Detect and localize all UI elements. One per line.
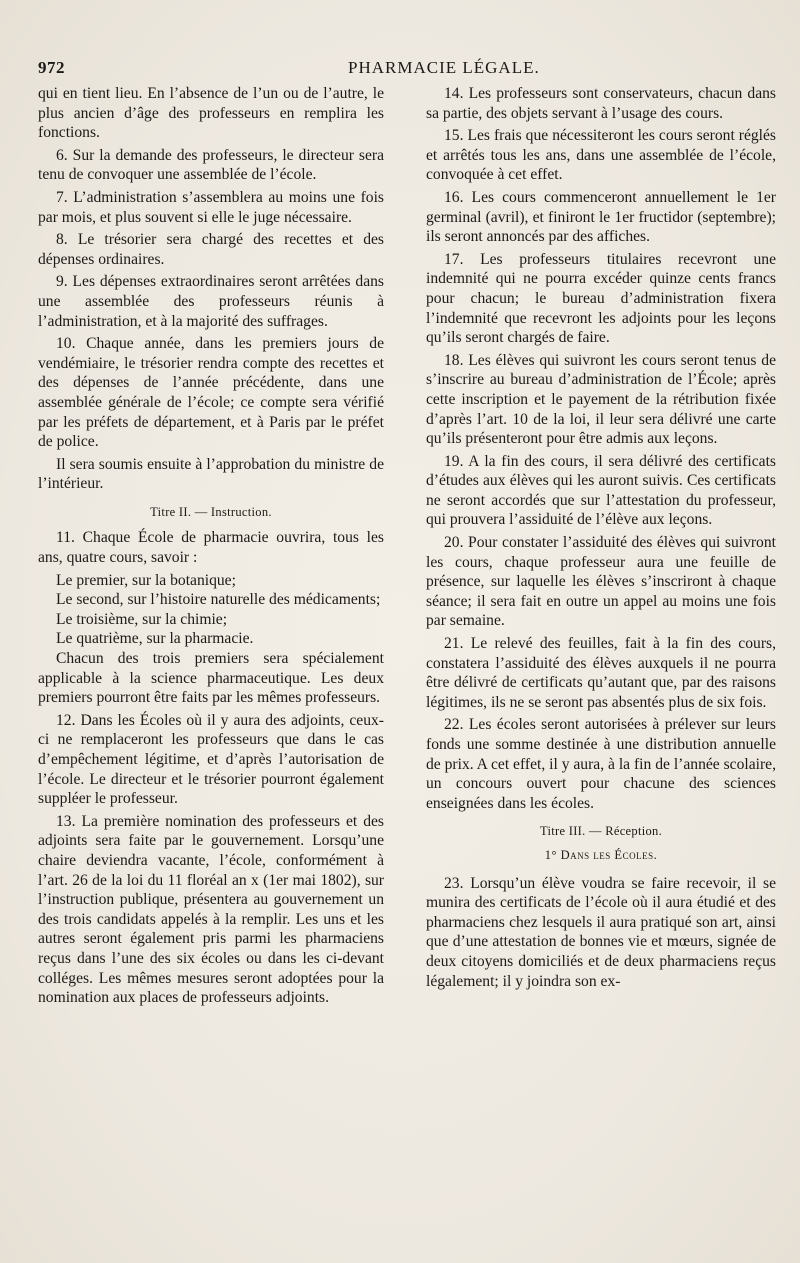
list-item: Le quatrième, sur la pharmacie. xyxy=(56,630,254,648)
paragraph: 19. A la fin des cours, il sera délivré des certificats d’études aux élèves qui les auront suivis. Ces certificats ne seront accordés que sur l’attestation du professeur, qui prouvera l’assiduité de l’élève aux leçons. xyxy=(426,452,776,529)
paragraph: 9. Les dépenses extraordinaires seront arrêtées dans une assemblée des professeurs réunis à l’administration, et à la majorité des suffrages. xyxy=(38,273,384,330)
text-columns xyxy=(38,84,778,1254)
paragraph: 21. Le relevé des feuilles, fait à la fin des cours, constatera l’assiduité des élèves auxquels il ne pourra être délivré de certificats qu’autant que, par des raisons légitimes, ils ne se seront pas absentés plus de six fois. xyxy=(426,635,776,711)
paragraph: 16. Les cours commenceront annuellement le 1er germinal (avril), et finiront le 1er fructidor (septembre); ils seront annoncés par des affiches. xyxy=(426,188,776,246)
paragraph: 8. Le trésorier sera chargé des recettes et des dépenses ordinaires. xyxy=(38,231,384,268)
paragraph: 15. Les frais que nécessiteront les cours seront réglés et arrêtés tous les ans, dans une assemblée de l’école, convoquée à cet effet. xyxy=(426,127,776,184)
section-title: Titre II. — Instruction. xyxy=(150,504,272,519)
page-number: 972 xyxy=(38,58,65,77)
paragraph: 10. Chaque année, dans les premiers jours de vendémiaire, le trésorier rendra compte des recettes et des dépenses de l’année précédente, dans une assemblée générale de l’école; ce compte sera vérifié par les préfets de département, et à Paris par le préfet de police. xyxy=(38,335,384,451)
page-header xyxy=(38,58,770,82)
paragraph: 6. Sur la demande des professeurs, le directeur sera tenu de convoquer une assemblée de l’école. xyxy=(38,146,384,184)
paragraph: Chacun des trois premiers sera spécialement applicable à la science pharmaceutique. Les deux premiers pourront être faits par les mêmes professeurs. xyxy=(38,650,384,707)
list-item: Le troisième, sur la chimie; xyxy=(56,610,228,628)
paragraph: 13. La première nomination des professeurs et des adjoints sera faite par le gouvernement. Lorsqu’une chaire deviendra vacante, l’école, conformément à l’art. 26 de la loi du 11 floréal an x (1er mai 1802), sur l’instruction publique, présentera au gouvernement un des trois candidats appelés à la remplir. Les uns et les autres seront également pris parmi les pharmaciens reçus dans l’une des six écoles ou dans les ci-devant colléges. Les mêmes mesures seront adoptées pour la nomination aux places de professeurs adjoints. xyxy=(38,812,384,1007)
left-column xyxy=(38,84,384,1011)
paragraph: 22. Les écoles seront autorisées à prélever sur leurs fonds une somme destinée à une distribution annuelle de prix. A cet effet, il y aura, à la fin de l’année scolaire, un concours ouvert pour chacune des sciences enseignées dans les écoles. xyxy=(426,716,776,812)
paragraph: 17. Les professeurs titulaires recevront une indemnité qui ne pourra excéder quinze cents francs pour chacun; le bureau d’administration fixera l’indemnité que recevront les adjoints pour les leçons qu’ils seront chargés de faire. xyxy=(426,250,776,347)
paragraph: 20. Pour constater l’assiduité des élèves qui suivront les cours, chaque professeur aura une feuille de présence, sur laquelle les élèves s’inscriront à chaque séance; il sera fait en outre un appel au moins une fois par semaine. xyxy=(426,534,776,630)
running-title: PHARMACIE LÉGALE. xyxy=(348,58,540,77)
paragraph: 23. Lorsqu’un élève voudra se faire recevoir, il se munira des certificats de l’école où il aura étudié et des pharmaciens chez lesquels il aura pratiqué son art, ainsi que d’une attestation de bonnes vie et mœurs, signée de deux citoyens domiciliés et de deux pharmaciens reçus légalement; il y joindra son ex- xyxy=(426,874,776,990)
right-column xyxy=(426,84,776,994)
section-subtitle: 1° Dans les Écoles. xyxy=(544,847,658,862)
paragraph: qui en tient lieu. En l’absence de l’un ou de l’autre, le plus ancien d’âge des professeurs en remplira les fonctions. xyxy=(38,85,384,142)
paragraph: 14. Les professeurs sont conservateurs, chacun dans sa partie, des objets servant à l’usage des cours. xyxy=(426,85,776,122)
paragraph: 12. Dans les Écoles où il y aura des adjoints, ceux-ci ne remplaceront les professeurs que dans le cas d’empêchement légitime, et d’après l’autorisation de l’école. Le directeur et le trésorier pourront également suppléer le professeur. xyxy=(38,711,384,808)
paragraph: 7. L’administration s’assemblera au moins une fois par mois, et plus souvent si elle le juge nécessaire. xyxy=(38,188,384,226)
section-title: Titre III. — Réception. xyxy=(539,824,663,839)
paragraph: Il sera soumis ensuite à l’approbation du ministre de l’intérieur. xyxy=(38,455,384,493)
paragraph: 18. Les élèves qui suivront les cours seront tenus de s’inscrire au bureau d’administration de l’École; après cette inscription et le payement de la rétribution fixée d’après l’art. 10 de la loi, il leur sera délivré une carte qu’ils présenteront pour être admis aux leçons. xyxy=(426,351,776,448)
paragraph: 11. Chaque École de pharmacie ouvrira, tous les ans, quatre cours, savoir : xyxy=(38,529,384,567)
list-item: Le premier, sur la botanique; xyxy=(56,571,236,589)
list-item: Le second, sur l’histoire naturelle des médicaments; xyxy=(56,591,381,609)
